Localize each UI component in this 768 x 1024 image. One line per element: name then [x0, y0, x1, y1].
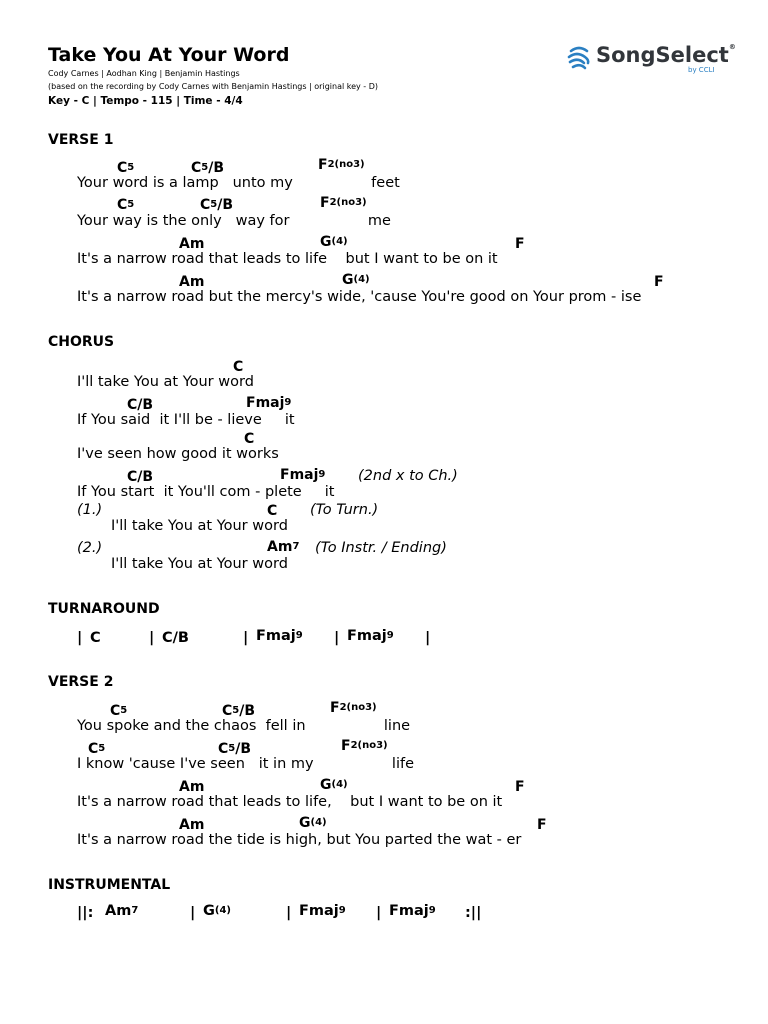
direction-note: (To Turn.) — [310, 502, 379, 518]
chord: $C^5/B$ — [218, 741, 252, 757]
chord: $G^{(4)}$ — [203, 903, 232, 919]
repeat-note: (2nd x to Ch.) — [358, 468, 458, 484]
lyric-line: If You start it You'll com - plete it — [77, 484, 335, 500]
ending-marker: (2.) — [77, 540, 103, 556]
chord: F — [654, 274, 664, 290]
lyric-line: I know 'cause I've seen it in my life — [77, 756, 415, 772]
logo-sub: by CCLI — [688, 66, 715, 74]
chord: Am$^7$ — [105, 903, 139, 919]
chord: $C^5/B$ — [222, 703, 256, 719]
song-authors: Cody Carnes | Aodhan King | Benjamin Hastings — [48, 69, 240, 78]
bar-line: | — [243, 630, 249, 646]
chord: F — [515, 779, 525, 795]
chord: Fmaj$^9$ — [299, 903, 346, 919]
chord: C/B — [127, 397, 154, 413]
chord: $F^{2(no3)}$ — [330, 700, 377, 716]
logo-name: SongSelect® — [596, 43, 736, 67]
instrumental-heading: INSTRUMENTAL — [48, 877, 171, 893]
chord: Fmaj$^9$ — [246, 395, 292, 411]
lyric-line: It's a narrow road the tide is high, but You parted the wat - er — [77, 832, 522, 848]
song-meta: Key - C | Tempo - 115 | Time - 4/4 — [48, 95, 243, 107]
verse1-heading: VERSE 1 — [48, 132, 114, 148]
lyric-line: It's a narrow road that leads to life but I want to be on it — [77, 251, 498, 267]
lyric-line: It's a narrow road that leads to life, but I want to be on it — [77, 794, 503, 810]
chord: Am — [179, 779, 205, 795]
lyric-line: I've seen how good it works — [77, 446, 279, 462]
chord: Am — [179, 274, 205, 290]
chorus-heading: CHORUS — [48, 334, 115, 350]
chord: $G^{(4)}$ — [320, 234, 348, 250]
chord: $C^5/B$ — [200, 197, 234, 213]
chord: C — [267, 503, 278, 519]
bar-line: | — [149, 630, 155, 646]
chord: $F^{2(no3)}$ — [320, 195, 367, 211]
chord: F — [515, 236, 525, 252]
bar-line: | — [190, 905, 196, 921]
lyric-line: If You said it I'll be - lieve it — [77, 412, 295, 428]
repeat-end: :|| — [465, 905, 482, 921]
chord: Am$^7$ — [267, 539, 300, 555]
chord: $C^5$ — [117, 160, 135, 176]
bar-line: | — [376, 905, 382, 921]
verse2-heading: VERSE 2 — [48, 674, 114, 690]
bar-line: | — [425, 630, 431, 646]
turnaround-heading: TURNAROUND — [48, 601, 160, 617]
bar-line: | — [286, 905, 292, 921]
lyric-line: Your way is the only way for me — [77, 213, 391, 229]
bar-line: | — [77, 630, 83, 646]
lyric-line: It's a narrow road but the mercy's wide, 'cause You're good on Your prom - ise — [77, 289, 642, 305]
chord: Am — [179, 817, 205, 833]
lyric-line: You spoke and the chaos fell in line — [77, 718, 411, 734]
chord: $C^5$ — [88, 741, 106, 757]
chord: $C^5$ — [117, 197, 135, 213]
chord: $G^{(4)}$ — [320, 777, 348, 793]
chord: C/B — [162, 630, 189, 646]
lyric-line: I'll take You at Your word — [111, 556, 288, 572]
chord: Fmaj$^9$ — [347, 628, 394, 644]
chord: Fmaj$^9$ — [389, 903, 436, 919]
chord: $C^5$ — [110, 703, 128, 719]
songselect-logo — [566, 42, 736, 76]
chord: C — [90, 630, 101, 646]
lyric-line: I'll take You at Your word — [111, 518, 288, 534]
chord: Fmaj$^9$ — [280, 467, 326, 483]
lyric-line: I'll take You at Your word — [77, 374, 254, 390]
chord: $F^{2(no3)}$ — [318, 157, 365, 173]
lyric-line: Your word is a lamp unto my feet — [77, 175, 400, 191]
chord: F — [537, 817, 547, 833]
direction-note: (To Instr. / Ending) — [315, 540, 447, 556]
recording-info: (based on the recording by Cody Carnes with Benjamin Hastings | original key - D) — [48, 82, 378, 91]
chord: $F^{2(no3)}$ — [341, 738, 388, 754]
chord: C — [233, 359, 244, 375]
chord: C/B — [127, 469, 154, 485]
chord: Am — [179, 236, 205, 252]
repeat-start: ||: — [77, 905, 94, 921]
songselect-logo-icon — [566, 44, 592, 72]
chord: $G^{(4)}$ — [342, 272, 370, 288]
chord: C — [244, 431, 255, 447]
chord: Fmaj$^9$ — [256, 628, 303, 644]
bar-line: | — [334, 630, 340, 646]
chord: $C^5/B$ — [191, 160, 225, 176]
chord: $G^{(4)}$ — [299, 815, 327, 831]
song-title: Take You At Your Word — [48, 44, 290, 66]
ending-marker: (1.) — [77, 502, 103, 518]
